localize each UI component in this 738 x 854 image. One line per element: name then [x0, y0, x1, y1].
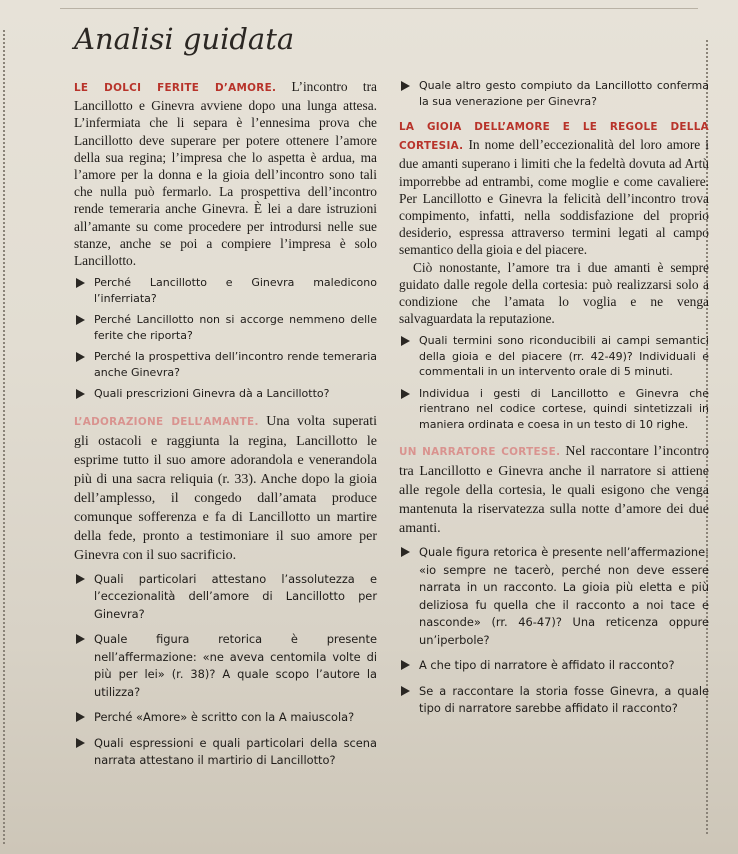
- question-text: Individua i gesti di Lancillotto e Ginevra che rientrano nel codice cortese, quindi sintetizzali in maniera ordinata e coesa in un testo di 10 righe.: [419, 386, 709, 431]
- question-text: Quale figura retorica è presente nell’affermazione: «ne aveva centomila volte di più per lei» (r. 38)? A quale scopo l’autore la utilizza?: [94, 632, 377, 699]
- top-rule: [60, 8, 698, 9]
- question-text: Quali termini sono riconducibili ai campi semantici della gioia e del piacere (rr. 42-49)? Individuali e commentali in un intervento orale di 5 minuti.: [419, 334, 709, 379]
- arrow-icon: [401, 336, 410, 346]
- section-gioia-cortesia: [399, 117, 709, 327]
- arrow-icon: [401, 686, 410, 696]
- section-heading: LA GIOIA DELL’AMORE E LE REGOLE DELLA CORTESIA.: [399, 121, 709, 153]
- section-text: L’incontro tra Lancillotto e Ginevra avviene dopo una lunga attesa. L’infermiata che li separa è l’ennesima prova che Lancillotto deve superare per potere ottenere l’amore della sua regina; l’impresa che lo aspetta è ardua, ma l’amore per la donna e la gioia dell’incontro sono tali che nulla può fermarlo. La prospettiva dell’incontro rende temeraria anche Ginevra. È lei a dare istruzioni all’amante su come procedere per introdursi nelle sue stanze, anche se poi a compiere l’impresa è solo Lancillotto.: [74, 79, 377, 269]
- question-text: Perché Lancillotto e Ginevra maledicono l’inferriata?: [94, 276, 377, 305]
- arrow-icon: [401, 81, 410, 91]
- arrow-icon: [76, 315, 85, 325]
- question-list: [74, 571, 377, 770]
- section-text-2: Ciò nonostante, l’amore tra i due amanti è sempre guidato dalle regole della cortesia: può realizzarsi solo a condizione che l’amata lo voglia e ne venga salvaguardata la reputazione.: [399, 259, 709, 327]
- question-item: [399, 78, 709, 109]
- question-text: Quale figura retorica è presente nell’affermazione: «io sempre ne tacerò, perché non deve essere narrata in un racconto. La gioia più eletta e più deliziosa fu quella che il racconto a noi tace e nasconde» (rr. 46-47)? Una reticenza oppure un’iperbole?: [419, 545, 709, 647]
- question-item: [74, 631, 377, 701]
- arrow-icon: [76, 352, 85, 362]
- page-title: Analisi guidata: [74, 22, 295, 56]
- question-text: Perché «Amore» è scritto con la A maiuscola?: [94, 710, 355, 725]
- question-list: [399, 333, 709, 432]
- arrow-icon: [76, 574, 85, 584]
- arrow-icon: [76, 738, 85, 748]
- question-text: Quali prescrizioni Ginevra dà a Lancillotto?: [94, 387, 330, 401]
- question-text: Quali particolari attestano l’assolutezza e l’eccezionalità dell’amore di Lancillotto per Ginevra?: [94, 571, 377, 621]
- arrow-icon: [76, 278, 85, 288]
- left-column: [74, 78, 377, 778]
- question-item: [74, 386, 377, 402]
- question-item: [399, 683, 709, 718]
- question-item: [74, 735, 377, 770]
- section-heading: LE DOLCI FERITE D’AMORE.: [74, 82, 277, 94]
- question-text: Quali espressioni e quali particolari della scena narrata attestano il martirio di Lancillotto?: [94, 735, 377, 768]
- arrow-icon: [401, 389, 410, 399]
- arrow-icon: [76, 634, 85, 644]
- arrow-icon: [76, 712, 85, 722]
- section-dolci-ferite: [74, 78, 377, 269]
- question-text: Perché la prospettiva dell’incontro rende temeraria anche Ginevra?: [94, 350, 377, 379]
- question-list: [399, 544, 709, 718]
- section-heading: L’ADORAZIONE DELL’AMANTE.: [74, 415, 259, 428]
- question-list: [74, 275, 377, 402]
- question-item: [399, 544, 709, 649]
- section-text: Una volta superati gli ostacoli e raggiunta la regina, Lancillotto le esprime tutto il suo amore adorandola e venerandola più di una sacra reliquia (r. 33). Anche dopo la gioia dell’amplesso, il congedo dall’amata produce comunque sofferenza e fa di Lancillotto un martire della fede, pronto a testimoniare il suo amore per Ginevra con il suo sacrificio.: [74, 413, 378, 563]
- arrow-icon: [401, 660, 410, 670]
- section-narratore-cortese: [399, 442, 709, 538]
- section-adorazione: [74, 412, 377, 565]
- question-item: [399, 333, 709, 380]
- question-item: [74, 571, 377, 624]
- right-column: [399, 78, 709, 726]
- question-text: Quale altro gesto compiuto da Lancillotto conferma la sua venerazione per Ginevra?: [419, 79, 709, 108]
- question-item: [74, 349, 377, 380]
- question-item: [399, 386, 709, 433]
- arrow-icon: [76, 389, 85, 399]
- question-text: A che tipo di narratore è affidato il racconto?: [419, 658, 675, 673]
- section-heading: UN NARRATORE CORTESE.: [399, 446, 561, 459]
- question-text: Se a raccontare la storia fosse Ginevra, a quale tipo di narratore sarebbe affidato il racconto?: [419, 683, 709, 716]
- question-text: Perché Lancillotto non si accorge nemmeno delle ferite che riporta?: [94, 313, 377, 342]
- left-dotted-margin: [3, 30, 5, 844]
- question-item: [399, 657, 709, 675]
- section-text: Nel raccontare l’incontro tra Lancillotto e Ginevra anche il narratore si attiene alle regole della cortesia, le quali esigono che venga mantenuta la riservatezza sulla notte d’amore dei due amanti.: [399, 444, 709, 537]
- question-item: [74, 709, 377, 727]
- section-text: In nome dell’eccezionalità del loro amore i due amanti superano i limiti che la fedeltà dovuta ad Artù imporrebbe ad entrambi, come moglie e come cavaliere. Per Lancillotto e Ginevra la felicità dell’incontro trova compimento, infatti, nella soddisfazione del proprio desiderio, espressa attraverso termini legati al campo semantico della gioia e del piacere.: [399, 137, 709, 258]
- question-item: [74, 275, 377, 306]
- arrow-icon: [401, 547, 410, 557]
- question-item: [74, 312, 377, 343]
